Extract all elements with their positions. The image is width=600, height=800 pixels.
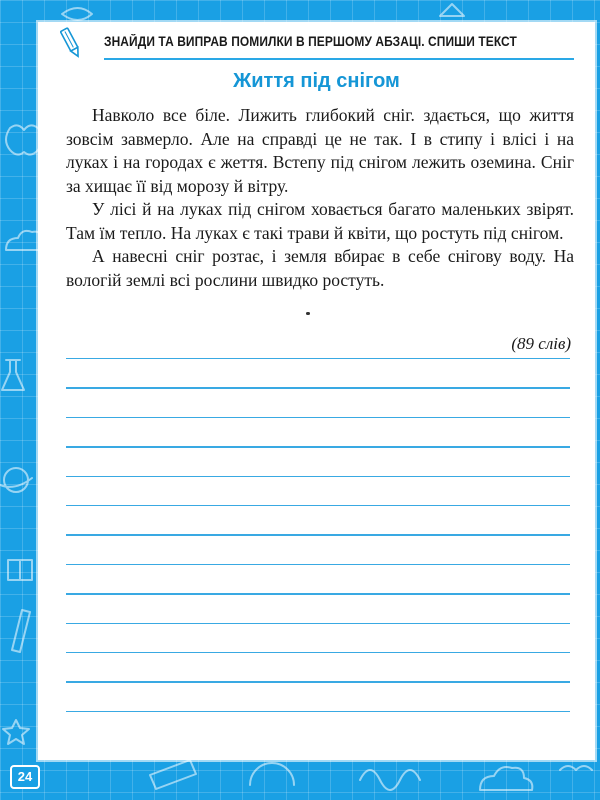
pencil-icon [60, 26, 82, 60]
triangle-doodle [440, 4, 464, 16]
writing-line [66, 476, 570, 477]
worksheet-page [38, 22, 595, 760]
ruler-doodle [150, 760, 196, 789]
writing-line [66, 711, 570, 712]
writing-line [66, 652, 570, 653]
task-title: ЗНАЙДИ ТА ВИПРАВ ПОМИЛКИ В ПЕРШОМУ АБЗАЦІ. СПИШИ ТЕКСТ [104, 34, 517, 49]
writing-line [66, 387, 570, 388]
pencil-doodle [12, 610, 30, 652]
globe-doodle [250, 763, 294, 785]
page-number: 24 [10, 765, 40, 789]
scribble-doodle [360, 770, 420, 790]
writing-line [66, 417, 570, 418]
writing-line [66, 358, 570, 359]
writing-line [66, 534, 570, 535]
task-header [38, 22, 595, 62]
word-count: (89 слів) [511, 334, 571, 353]
bird-doodle [560, 766, 592, 770]
header-rule [104, 58, 574, 60]
planet-doodle [0, 468, 32, 492]
cloud-doodle-bottom [480, 767, 532, 790]
flask-doodle [2, 360, 24, 390]
star-doodle [3, 720, 29, 744]
writing-line [66, 505, 570, 506]
writing-line [66, 446, 570, 447]
ink-dot [306, 312, 310, 315]
paragraph-2: У лісі й на луках під снігом ховається багато маленьких звірят. Там їм тепло. На луках є такі трави й квіти, що ростуть під снігом. [66, 199, 574, 243]
story-title: Життя під снігом [233, 70, 400, 92]
writing-line [66, 623, 570, 624]
story-text [66, 104, 574, 292]
paragraph-1: Навколо все біле. Лижить глибокий сніг. здається, що життя зовсім завмерло. Але на справді це не так. І в стипу і влісі і на луках і на городах є жеття. Встепу під снігом лежить оземина. Сніг за хищає її від морозу й вітру. [66, 105, 574, 196]
writing-line [66, 681, 570, 682]
apple-doodle [6, 125, 42, 154]
leaf-doodle [62, 8, 92, 20]
writing-line [66, 564, 570, 565]
writing-line [66, 593, 570, 594]
paragraph-3: А навесні сніг розтає, і земля вбирає в себе снігову воду. На вологій землі всі рослини швидко ростуть. [66, 246, 574, 290]
book-doodle [8, 560, 32, 580]
